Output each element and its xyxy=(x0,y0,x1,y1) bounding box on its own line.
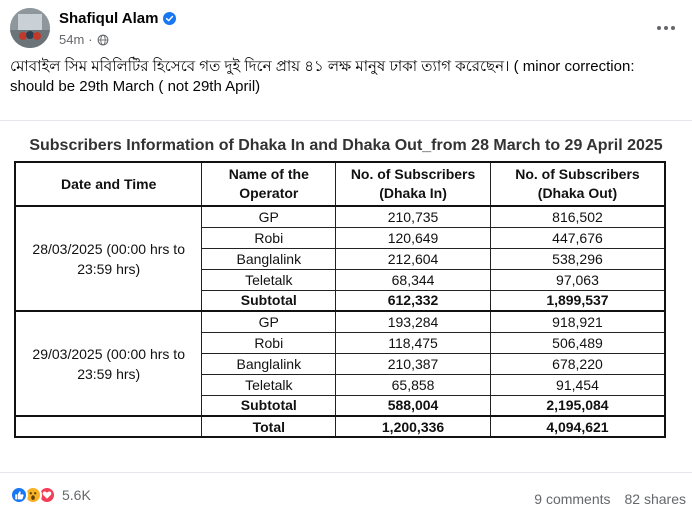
dhaka-out-cell: 816,502 xyxy=(490,206,665,227)
dhaka-out-cell: 506,489 xyxy=(490,332,665,353)
operator-cell: Teletalk xyxy=(202,374,336,395)
post-time[interactable]: 54m xyxy=(59,32,85,47)
subtotal-label: Subtotal xyxy=(202,395,336,416)
dhaka-out-cell: 678,220 xyxy=(490,353,665,374)
subscribers-table xyxy=(14,161,666,438)
header-dhaka-in-text: No. of Subscribers (Dhaka In) xyxy=(350,166,476,201)
verified-badge-icon xyxy=(163,12,176,25)
total-row xyxy=(15,416,665,437)
post-image[interactable] xyxy=(0,120,692,473)
dhaka-out-cell: 97,063 xyxy=(490,269,665,290)
header-dhaka-out xyxy=(490,162,665,206)
comments-count[interactable]: 9 comments xyxy=(534,491,611,507)
header-date: Date and Time xyxy=(15,162,202,206)
dhaka-in-cell: 193,284 xyxy=(336,311,491,332)
total-empty-cell xyxy=(15,416,202,437)
more-options-button[interactable] xyxy=(654,16,678,40)
dhaka-out-cell: 91,454 xyxy=(490,374,665,395)
table-header-row xyxy=(15,162,665,206)
post-header xyxy=(10,8,682,50)
operator-cell: GP xyxy=(202,206,336,227)
shares-count[interactable]: 82 shares xyxy=(624,491,686,507)
author-name[interactable] xyxy=(59,10,176,27)
date-cell: 29/03/2025 (00:00 hrs to 23:59 hrs) xyxy=(15,311,202,416)
total-dhaka-out: 4,094,621 xyxy=(490,416,665,437)
header-dhaka-out-text: No. of Subscribers (Dhaka Out) xyxy=(515,166,640,201)
dhaka-in-cell: 120,649 xyxy=(336,227,491,248)
post-footer xyxy=(10,486,686,516)
globe-icon xyxy=(97,34,109,46)
total-label: Total xyxy=(202,416,336,437)
operator-cell: Robi xyxy=(202,227,336,248)
total-dhaka-in: 1,200,336 xyxy=(336,416,491,437)
dhaka-in-cell: 65,858 xyxy=(336,374,491,395)
dhaka-in-cell: 210,735 xyxy=(336,206,491,227)
header-operator-text: Name of the Operator xyxy=(228,166,309,201)
dhaka-out-cell: 447,676 xyxy=(490,227,665,248)
header-operator xyxy=(202,162,336,206)
post-stats xyxy=(534,491,686,507)
date-cell: 28/03/2025 (00:00 hrs to 23:59 hrs) xyxy=(15,206,202,311)
operator-cell: Teletalk xyxy=(202,269,336,290)
operator-cell: GP xyxy=(202,311,336,332)
dhaka-in-cell: 68,344 xyxy=(336,269,491,290)
dhaka-in-cell: 210,387 xyxy=(336,353,491,374)
dhaka-out-cell: 918,921 xyxy=(490,311,665,332)
subtotal-dhaka-out: 2,195,084 xyxy=(490,395,665,416)
subtotal-dhaka-in: 588,004 xyxy=(336,395,491,416)
dhaka-in-cell: 212,604 xyxy=(336,248,491,269)
author-name-text[interactable]: Shafiqul Alam xyxy=(59,10,159,27)
author-avatar[interactable] xyxy=(10,8,50,48)
operator-cell: Banglalink xyxy=(202,248,336,269)
table-title: Subscribers Information of Dhaka In and Dhaka Out_from 28 March to 29 April 2025 xyxy=(29,137,663,154)
post-meta xyxy=(59,32,109,47)
table-row xyxy=(15,206,665,227)
meta-separator: · xyxy=(88,32,93,47)
operator-cell: Robi xyxy=(202,332,336,353)
header-dhaka-in xyxy=(336,162,491,206)
subtotal-label: Subtotal xyxy=(202,290,336,311)
operator-cell: Banglalink xyxy=(202,353,336,374)
subtotal-dhaka-in: 612,332 xyxy=(336,290,491,311)
post-text: মোবাইল সিম মবিলিটির হিসেবে গত দুই দিনে প্রায় ৪১ লক্ষ মানুষ ঢাকা ত্যাগ করেছেন। ( minor correction: should be 29th March ( not 29th April) xyxy=(10,58,635,95)
dhaka-out-cell: 538,296 xyxy=(490,248,665,269)
subtotal-dhaka-out: 1,899,537 xyxy=(490,290,665,311)
reactions-summary[interactable] xyxy=(10,486,91,504)
more-dots-icon xyxy=(656,25,676,31)
dhaka-in-cell: 118,475 xyxy=(336,332,491,353)
like-reaction-icon xyxy=(10,486,28,504)
table-row xyxy=(15,311,665,332)
reaction-count[interactable]: 5.6K xyxy=(62,487,91,503)
